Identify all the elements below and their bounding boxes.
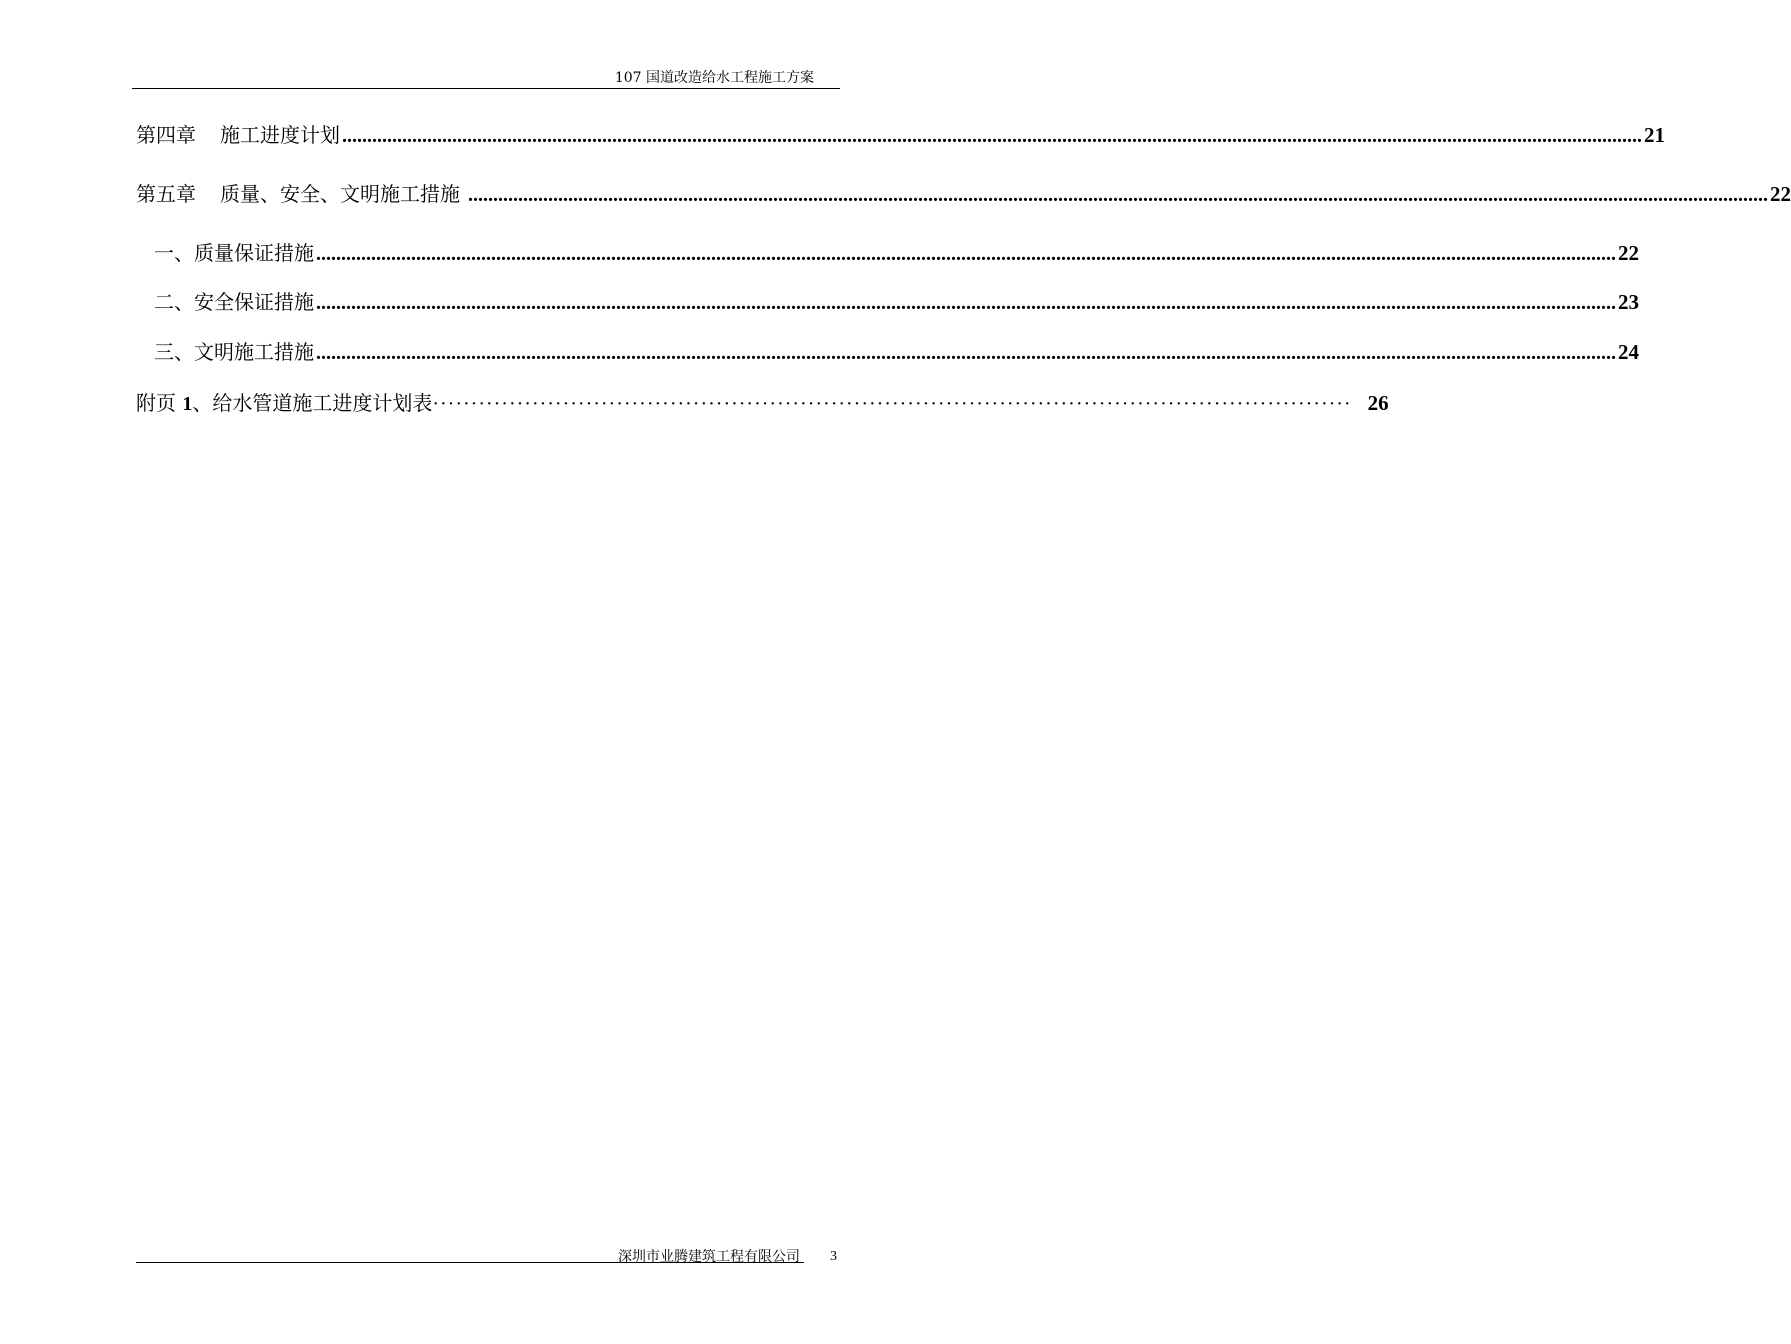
- toc-entry-chapter-4[interactable]: [136, 120, 1665, 150]
- header-rule: [132, 88, 840, 89]
- footer-rule: [136, 1262, 804, 1263]
- running-header: 107 国道改造给水工程施工方案: [614, 70, 814, 86]
- dot-leader: ....................................................................................................................................................................................................................................................................: [468, 184, 1768, 206]
- toc-page-number: 21: [1644, 123, 1665, 147]
- dot-leader: ....................................................................................................................................................................................................................................................................: [316, 342, 1616, 364]
- chapter-title: 质量、安全、文明施工措施: [220, 182, 460, 206]
- footer-company: 深圳市业腾建筑工程有限公司: [618, 1249, 800, 1265]
- toc-entry-chapter-5[interactable]: [136, 179, 1791, 209]
- footer-page-number: 3: [830, 1249, 837, 1264]
- toc-page-number: 23: [1618, 290, 1639, 314]
- toc-entry-label: 三、文明施工措施: [154, 340, 314, 364]
- toc-entry-label: 二、安全保证措施: [154, 290, 314, 314]
- toc-page-number: 22: [1770, 182, 1791, 206]
- chapter-title: 施工进度计划: [220, 123, 340, 147]
- dot-leader: ....................................................................................................................................................................................................................................................................: [316, 292, 1616, 314]
- toc-page-number: 22: [1618, 241, 1639, 265]
- chapter-number: 第四章: [136, 123, 196, 147]
- toc-page-number: 24: [1618, 340, 1639, 364]
- chapter-number: 第五章: [136, 182, 196, 206]
- toc-entry-label: [136, 388, 432, 419]
- toc-entry-label: [136, 120, 340, 150]
- toc-entry-label: [136, 179, 460, 209]
- appendix-prefix: 附页: [136, 391, 176, 415]
- appendix-title: 、给水管道施工进度计划表: [192, 391, 433, 415]
- toc-entry-appendix-1[interactable]: [136, 388, 1389, 418]
- toc-entry-safety[interactable]: [136, 287, 1639, 317]
- dot-leader: ························································································································: [432, 393, 1352, 415]
- toc-entry-civilized[interactable]: [136, 337, 1639, 367]
- toc-entry-label: 一、质量保证措施: [154, 241, 314, 265]
- dot-leader: ....................................................................................................................................................................................................................................................................: [342, 125, 1642, 147]
- dot-leader: ....................................................................................................................................................................................................................................................................: [316, 243, 1616, 265]
- appendix-number: 1: [182, 393, 193, 415]
- toc-page-number: 26: [1367, 391, 1389, 415]
- toc-entry-quality[interactable]: [136, 238, 1639, 268]
